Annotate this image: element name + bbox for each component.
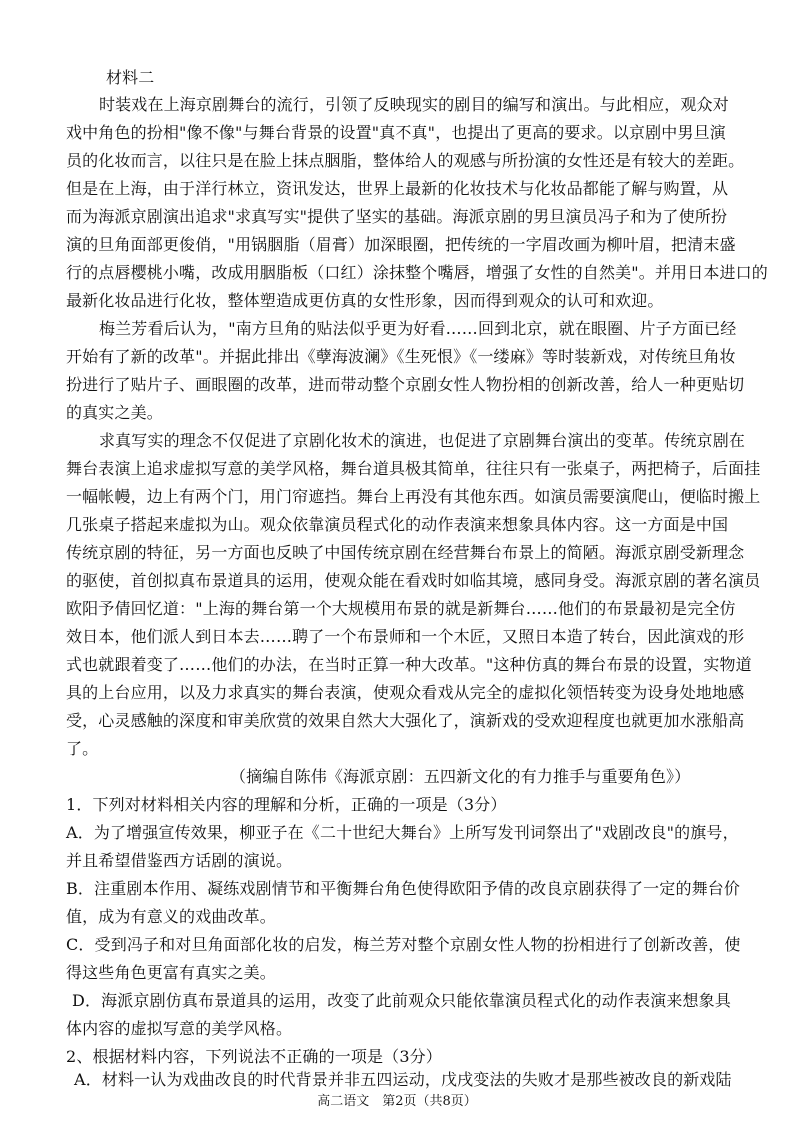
option-a: A．材料一认为戏曲改良的时代背景并非五四运动，戊戌变法的失败才是那些被改良的新戏陆 <box>74 1070 732 1089</box>
source-note: （摘编自陈伟《海派京剧：五四新文化的有力推手与重要角色》） <box>230 767 691 786</box>
option-b: B．注重剧本作用、凝练戏剧情节和平衡舞台角色使得欧阳予倩的改良京剧获得了一定的舞台价 <box>66 879 741 898</box>
option-c: C．受到冯子和对旦角面部化妆的启发，梅兰芳对整个京剧女性人物的扮相进行了创新改善，使 <box>66 935 741 954</box>
paragraph-line: 扮进行了贴片子、画眼圈的改革，进而带动整个京剧女性人物扮相的创新改善，给人一种更贴切 <box>66 375 745 394</box>
paragraph-line: 几张桌子搭起来虚拟为山。观众依靠演员程式化的动作表演来想象具体内容。这一方面是中国 <box>66 515 729 534</box>
paragraph-line: 梅兰芳看后认为，"南方旦角的贴法似乎更为好看……回到北京，就在眼圈、片子方面已经 <box>99 319 737 338</box>
paragraph-line: 戏中角色的扮相"像不像"与舞台背景的设置"真不真"，也提出了更高的要求。以京剧中男旦演 <box>66 123 726 142</box>
section-heading: 材料二 <box>106 68 155 87</box>
option-a-continued: 并且希望借鉴西方话剧的演说。 <box>66 851 293 870</box>
option-c-continued: 得这些角色更富有真实之美。 <box>66 963 276 982</box>
option-b-continued: 值，成为有意义的戏曲改革。 <box>66 907 276 926</box>
paragraph-line: 欧阳予倩回忆道："上海的舞台第一个大规模用布景的就是新舞台……他们的布景最初是完全仿 <box>66 599 736 618</box>
paragraph-line: 舞台表演上追求虚拟写意的美学风格，舞台道具极其简单，往往只有一张桌子，两把椅子，后面挂 <box>66 459 761 478</box>
option-d-continued: 体内容的虚拟写意的美学风格。 <box>66 1019 293 1038</box>
option-d: D．海派京剧仿真布景道具的运用，改变了此前观众只能依靠演员程式化的动作表演来想象具 <box>72 991 731 1010</box>
question-stem: 2、根据材料内容，下列说法不正确的一项是（3分） <box>66 1047 442 1066</box>
question-stem: 1．下列对材料相关内容的理解和分析，正确的一项是（3分） <box>66 795 507 814</box>
paragraph-line: 开始有了新的改革"。并据此排出《孽海波澜》《生死恨》《一缕麻》等时装新戏，对传统旦角妆 <box>66 347 736 366</box>
paragraph-line: 的驱使，首创拟真布景道具的运用，使观众能在看戏时如临其境，感同身受。海派京剧的著名演员 <box>66 571 761 590</box>
paragraph-line: 但是在上海，由于洋行林立，资讯发达，世界上最新的化妆技术与化妆品都能了解与购置，从 <box>66 179 729 198</box>
paragraph-line: 效日本，他们派人到日本去……聘了一个布景师和一个木匠，又照日本造了转台，因此演戏的形 <box>66 627 745 646</box>
paragraph-line: 一幅帐幔，边上有两个门，用门帘遮挡。舞台上再没有其他东西。如演员需要演爬山，便临时搬上 <box>66 487 761 506</box>
paragraph-line: 最新化妆品进行化妆，整体塑造成更仿真的女性形象，因而得到观众的认可和欢迎。 <box>66 291 664 310</box>
option-a: A．为了增强宣传效果，柳亚子在《二十世纪大舞台》上所写发刊词祭出了"戏剧改良"的旗号， <box>66 823 739 842</box>
paragraph-line: 行的点唇樱桃小嘴，改成用胭脂板（口红）涂抹整个嘴唇，增强了女性的自然美"。并用日本进口的 <box>66 263 768 282</box>
paragraph-line: 时装戏在上海京剧舞台的流行，引领了反映现实的剧目的编写和演出。与此相应，观众对 <box>99 95 729 114</box>
paragraph-line: 受，心灵感触的深度和审美欣赏的效果自然大大强化了，演新戏的受欢迎程度也就更加水涨船高 <box>66 711 745 730</box>
paragraph-line: 具的上台应用，以及力求真实的舞台表演，使观众看戏从完全的虚拟化领悟转变为设身处地地感 <box>66 683 745 702</box>
paragraph-line: 演的旦角面部更俊俏，"用锅胭脂（眉膏）加深眼圈，把传统的一字眉改画为柳叶眉，把清末盛 <box>66 235 736 254</box>
paragraph-line: 员的化妆而言，以往只是在脸上抹点胭脂，整体给人的观感与所扮演的女性还是有较大的差距。 <box>66 151 745 170</box>
paragraph-line: 式也就跟着变了……他们的办法，在当时正算一种大改革。"这种仿真的舞台布景的设置，实物道 <box>66 655 752 674</box>
paragraph-line: 传统京剧的特征，另一方面也反映了中国传统京剧在经营舞台布景上的简陋。海派京剧受新理念 <box>66 543 745 562</box>
paragraph-line: 的真实之美。 <box>66 403 163 422</box>
paragraph-line: 而为海派京剧演出追求"求真写实"提供了坚实的基础。海派京剧的男旦演员冯子和为了使所扮 <box>66 207 728 226</box>
page-footer: 高二语文 第2页（共8页） <box>317 1094 477 1109</box>
paragraph-line: 求真写实的理念不仅促进了京剧化妆术的演进，也促进了京剧舞台演出的变革。传统京剧在 <box>99 431 746 450</box>
paragraph-line: 了。 <box>66 739 99 758</box>
